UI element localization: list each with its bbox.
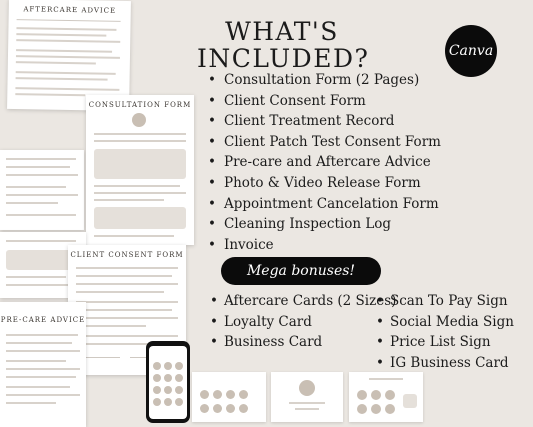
list-item: • Appointment Cancelation Form (208, 194, 441, 215)
loyalty-card-preview (192, 372, 266, 422)
list-item: • Client Patch Test Consent Form (208, 132, 441, 153)
aftercare-card-preview (349, 372, 423, 422)
bonus-badge: Mega bonuses! (221, 257, 381, 285)
bonus-list-left (210, 291, 396, 353)
list-item: • Price List Sign (376, 332, 514, 353)
business-card-preview (271, 372, 343, 422)
page-title-line-2: INCLUDED? (197, 44, 370, 73)
precare-advice-title: PRE-CARE ADVICE (0, 316, 86, 324)
list-item: • Business Card (210, 332, 396, 353)
consent-form-preview (0, 150, 84, 230)
list-item: • Aftercare Cards (2 Sizes) (210, 291, 396, 312)
bonus-list-right (376, 291, 514, 373)
list-item: • Pre-care and Aftercare Advice (208, 152, 441, 173)
list-item: • Scan To Pay Sign (376, 291, 514, 312)
list-item: • Consultation Form (2 Pages) (208, 70, 441, 91)
list-item: • Social Media Sign (376, 312, 514, 333)
precare-advice-preview (0, 302, 86, 427)
list-item: • Loyalty Card (210, 312, 396, 333)
aftercare-advice-title: AFTERCARE ADVICE (23, 5, 117, 15)
client-consent-form-title: CLIENT CONSENT FORM (70, 251, 184, 259)
included-list (208, 70, 441, 255)
phone-mockup (146, 341, 190, 423)
list-item: • Client Treatment Record (208, 111, 441, 132)
list-item: • IG Business Card (376, 353, 514, 374)
list-item: • Cleaning Inspection Log (208, 214, 441, 235)
consultation-form-preview (86, 95, 194, 245)
list-item: • Photo & Video Release Form (208, 173, 441, 194)
page-title-line-1: WHAT'S (225, 17, 339, 46)
page-title (197, 17, 370, 73)
list-item: • Client Consent Form (208, 91, 441, 112)
logo-badge-icon (132, 113, 146, 127)
consultation-form-title: CONSULTATION FORM (88, 101, 192, 109)
list-item: • Invoice (208, 235, 441, 256)
canva-logo: Canva (445, 25, 497, 77)
